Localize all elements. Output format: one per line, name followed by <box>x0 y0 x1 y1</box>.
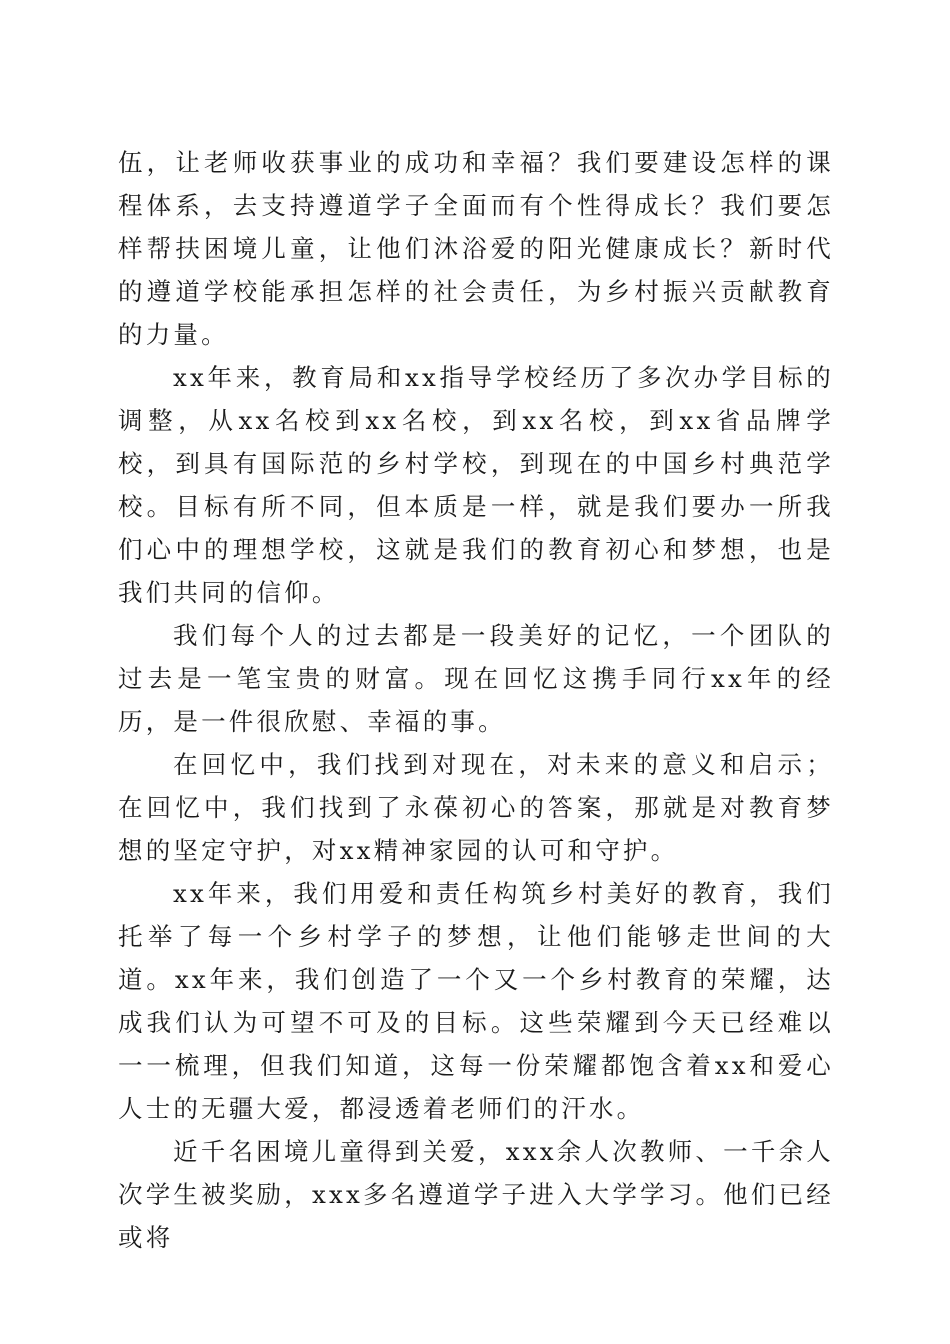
document-body <box>118 141 834 1259</box>
paragraph-3: 我们每个人的过去都是一段美好的记忆，一个团队的过去是一笔宝贵的财富。现在回忆这携手同行xx年的经历，是一件很欣慰、幸福的事。 <box>118 621 834 736</box>
paragraph-6: 近千名困境儿童得到关爱，xxx余人次教师、一千余人次学生被奖励，xxx多名遵道学子进入大学学习。他们已经或将 <box>118 1137 834 1252</box>
paragraph-4: 在回忆中，我们找到对现在，对未来的意义和启示；在回忆中，我们找到了永葆初心的答案，那就是对教育梦想的坚定守护，对xx精神家园的认可和守护。 <box>118 750 834 865</box>
paragraph-2: xx年来，教育局和xx指导学校经历了多次办学目标的调整，从xx名校到xx名校，到xx名校，到xx省品牌学校，到具有国际范的乡村学校，到现在的中国乡村典范学校。目标有所不同，但本质是一样，就是我们要办一所我们心中的理想学校，这就是我们的教育初心和梦想，也是我们共同的信仰。 <box>118 363 834 607</box>
paragraph-1: 伍，让老师收获事业的成功和幸福？我们要建设怎样的课程体系，去支持遵道学子全面而有个性得成长？我们要怎样帮扶困境儿童，让他们沐浴爱的阳光健康成长？新时代的遵道学校能承担怎样的社会责任，为乡村振兴贡献教育的力量。 <box>118 148 834 349</box>
paragraph-5: xx年来，我们用爱和责任构筑乡村美好的教育，我们托举了每一个乡村学子的梦想，让他们能够走世间的大道。xx年来，我们创造了一个又一个乡村教育的荣耀，达成我们认为可望不可及的目标。这些荣耀到今天已经难以一一梳理，但我们知道，这每一份荣耀都饱含着xx和爱心人士的无疆大爱，都浸透着老师们的汗水。 <box>118 879 834 1123</box>
